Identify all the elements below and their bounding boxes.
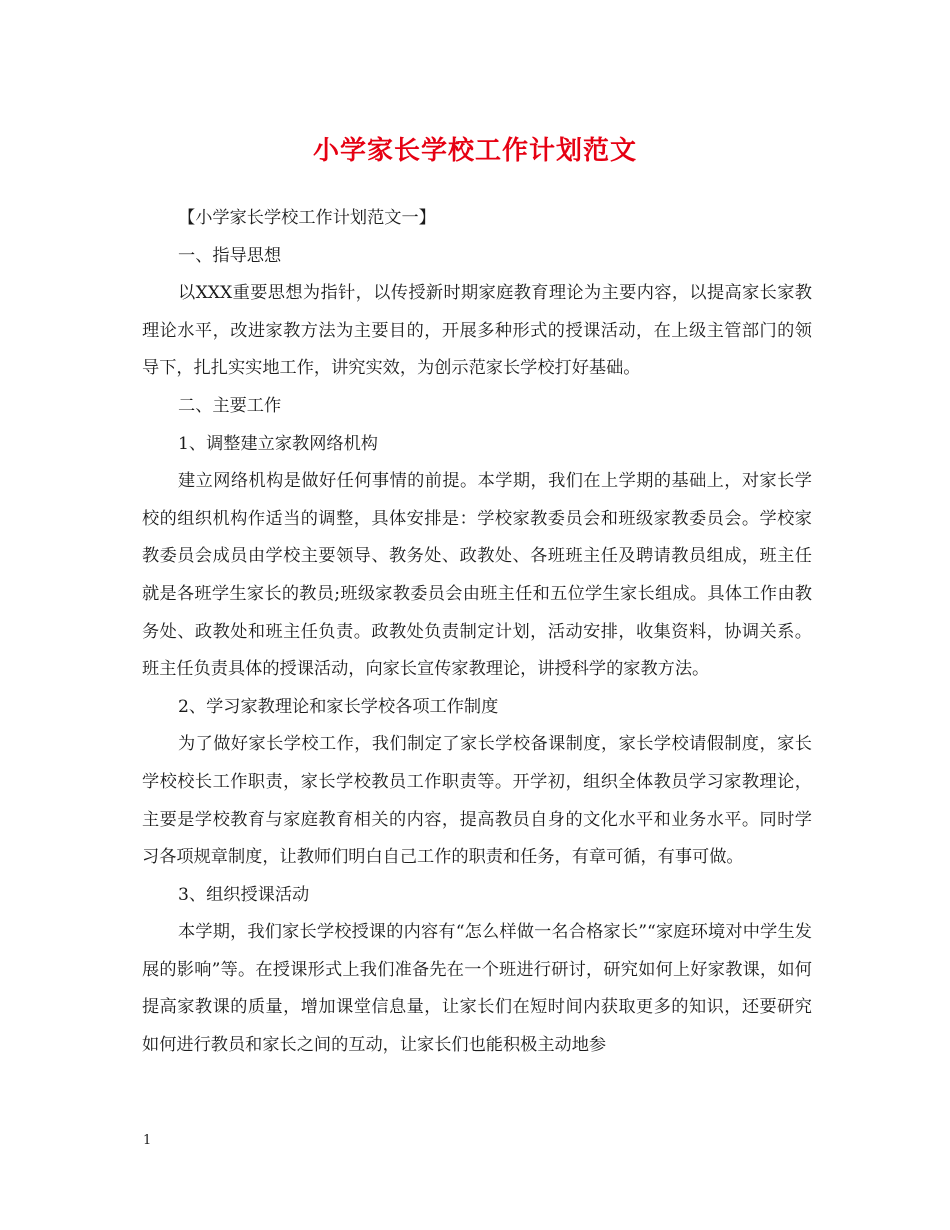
subheading: 二、主要工作: [178, 395, 282, 416]
paragraph: 以XXX重要思想为指针，以传授新时期家庭教育理论为主要内容，以提高家长家教理论水平，改进家教方法为主要目的，开展多种形式的授课活动，在上级主管部门的领导下，扎扎实实地工作，讲究实效，为创示范家长学校打好基础。: [142, 283, 812, 379]
paragraph: 建立网络机构是做好任何事情的前提。本学期，我们在上学期的基础上，对家长学校的组织机构作适当的调整，具体安排是：学校家教委员会和班级家教委员会。学校家教委员会成员由学校主要领导、教务处、政教处、各班班主任及聘请教员组成，班主任就是各班学生家长的教员;班级家教委员会由班主任和五位学生家长组成。具体工作由教务处、政教处和班主任负责。政教处负责制定计划，活动安排，收集资料，协调关系。班主任负责具体的授课活动，向家长宣传家教理论，讲授科学的家教方法。: [142, 471, 812, 680]
paragraph: 为了做好家长学校工作，我们制定了家长学校备课制度，家长学校请假制度，家长学校校长工作职责，家长学校教员工作职责等。开学初，组织全体教员学习家教理论，主要是学校教育与家庭教育相关的内容，提高教员自身的文化水平和业务水平。同时学习各项规章制度，让教师们明白自己工作的职责和任务，有章可循，有事可做。: [142, 734, 812, 868]
paragraph: 本学期，我们家长学校授课的内容有“怎么样做一名合格家长”“家庭环境对中学生发展的影响”等。在授课形式上我们准备先在一个班进行研讨，研究如何上好家教课，如何提高家教课的质量，增加课堂信息量，让家长们在短时间内获取更多的知识，还要研究如何进行教员和家长之间的互动，让家长们也能积极主动地参: [142, 922, 812, 1056]
document-body: [142, 200, 812, 1065]
subheading: 一、指导思想: [178, 245, 282, 266]
section-heading: 【小学家长学校工作计划范文一】: [178, 208, 436, 228]
page-number: 1: [143, 1133, 152, 1148]
subheading: 2、学习家教理论和家长学校各项工作制度: [178, 696, 499, 717]
subheading: 3、组织授课活动: [178, 884, 310, 905]
subheading: 1、调整建立家教网络机构: [178, 433, 378, 454]
document-title: 小学家长学校工作计划范文: [312, 136, 637, 166]
